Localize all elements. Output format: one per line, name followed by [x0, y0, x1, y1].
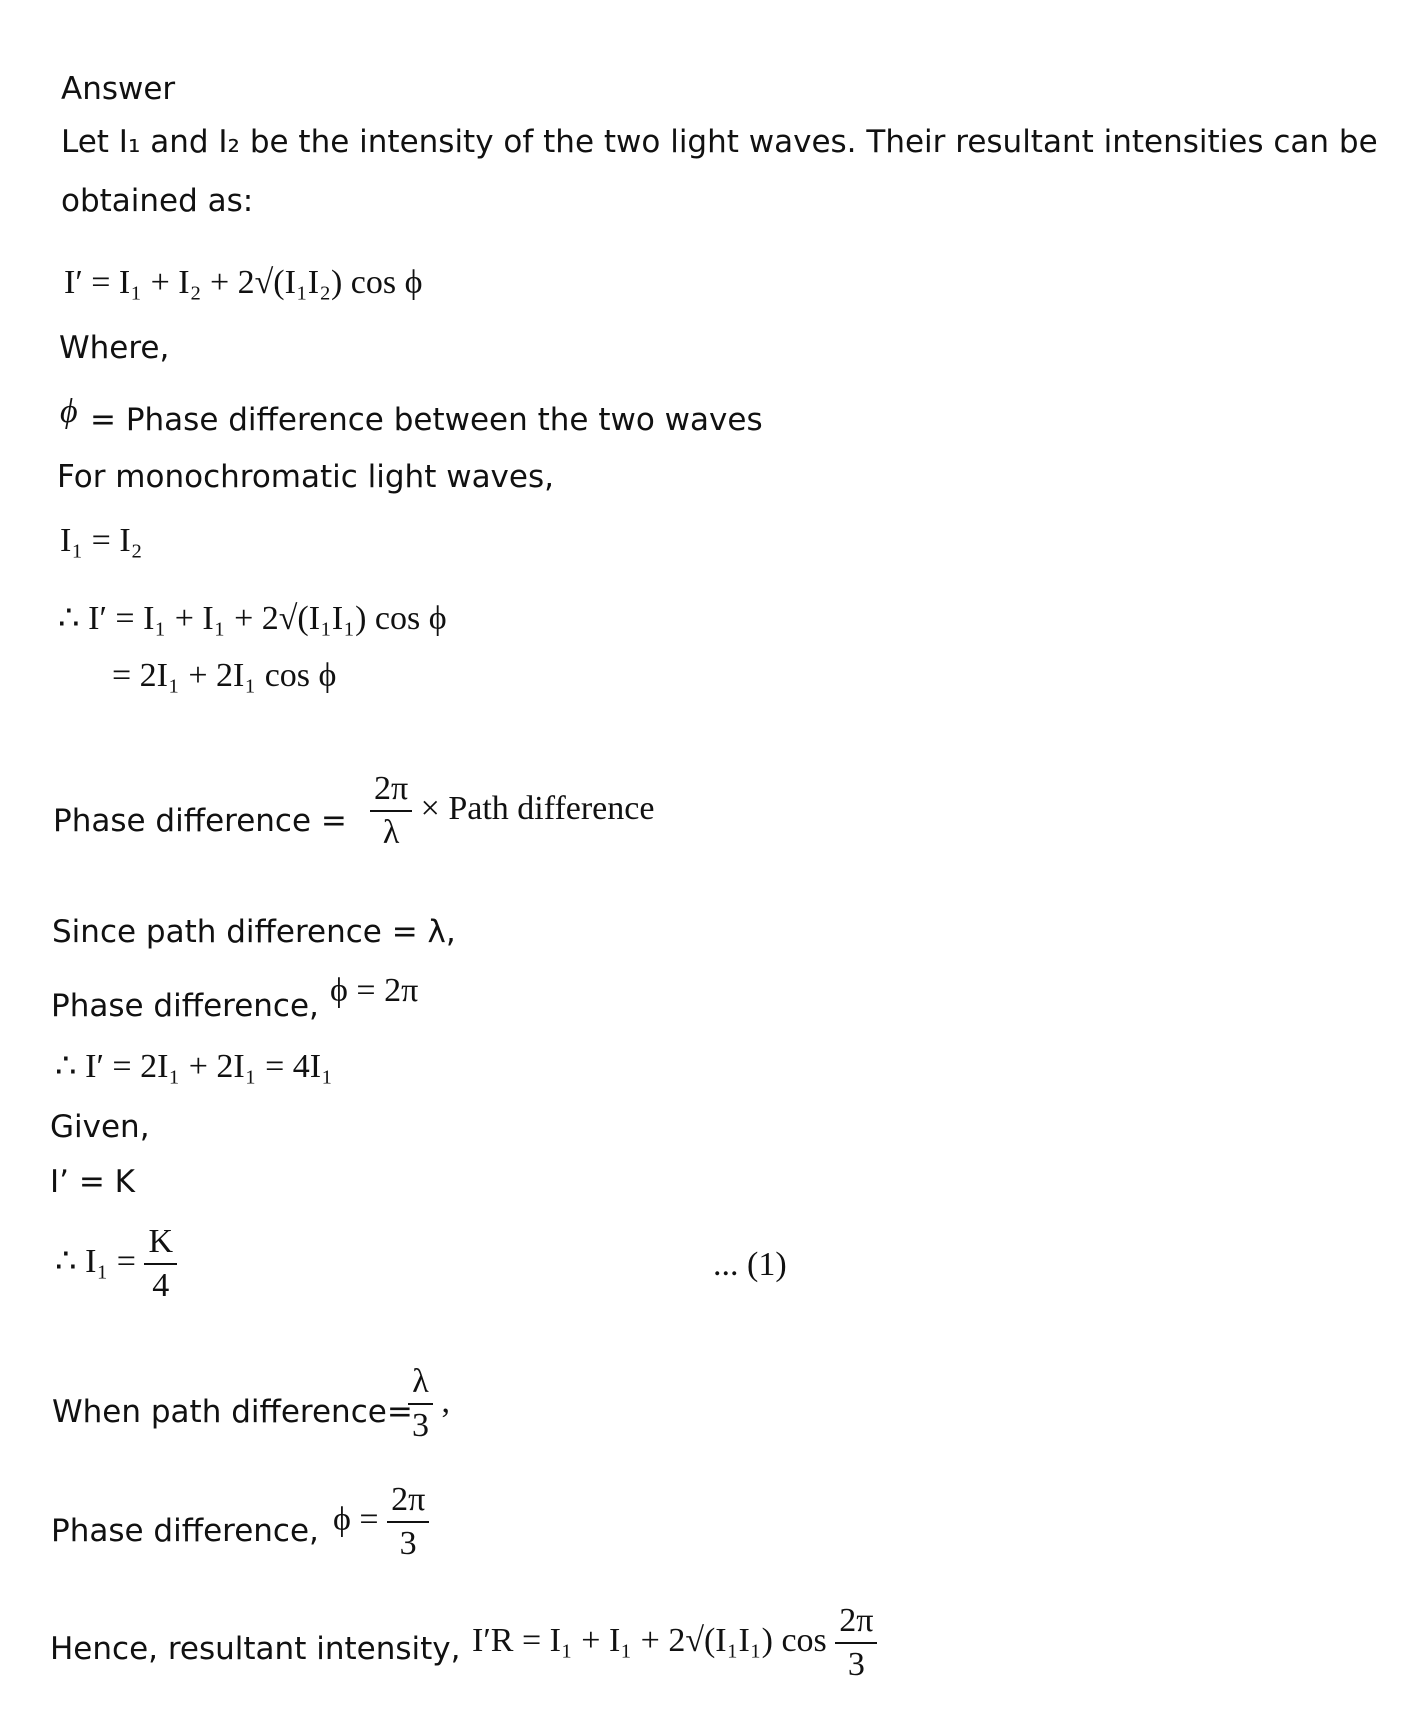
- intro-line-2: obtained as:: [61, 183, 254, 219]
- equation-substituted: ∴ I′ = I₁ + I₁ + 2√(I₁I₁) cos ϕ: [58, 600, 447, 637]
- when-path-difference-label: When path difference=: [52, 1394, 413, 1430]
- phase-fraction-denominator: λ: [382, 814, 400, 851]
- phase-value: ϕ = 2π: [330, 972, 419, 1009]
- hence-fraction-denominator: 3: [847, 1646, 865, 1683]
- when-comma: ,: [441, 1382, 450, 1420]
- intro-line-1: Let I₁ and I₂ be the intensity of the two light waves. Their resultant intensities can be: [61, 124, 1378, 160]
- hence-equation: [472, 1604, 877, 1682]
- hence-equation-text: I′R = I₁ + I₁ + 2√(I₁I₁) cos: [472, 1621, 827, 1659]
- where-label: Where,: [59, 330, 170, 366]
- when-fraction-numerator: λ: [412, 1363, 429, 1400]
- given-label: Given,: [50, 1109, 150, 1145]
- phi-symbol: ϕ: [60, 393, 78, 430]
- phi-definition: = Phase difference between the two waves: [90, 402, 763, 438]
- phase-fraction: [370, 772, 412, 850]
- equation-intensities-equal: I₁ = I₂: [60, 522, 143, 559]
- k-fraction-denominator: 4: [152, 1267, 170, 1304]
- equation-k-over-4: [55, 1225, 177, 1303]
- monochromatic-text: For monochromatic light waves,: [57, 459, 554, 495]
- phase2-fraction-numerator: 2π: [391, 1481, 426, 1518]
- when-fraction-wrap: [408, 1365, 450, 1443]
- equation-k-prefix: ∴ I₁ =: [55, 1242, 136, 1280]
- phase2-prefix: ϕ =: [333, 1500, 379, 1538]
- k-fraction: [144, 1225, 177, 1303]
- when-fraction: [408, 1365, 433, 1443]
- since-path-difference: Since path difference = λ,: [52, 914, 456, 950]
- phase-fraction-numerator: 2π: [374, 770, 409, 807]
- phase2-fraction: [387, 1483, 429, 1561]
- given-equation: I’ = K: [50, 1164, 136, 1200]
- equation-four-i: ∴ I′ = 2I₁ + 2I₁ = 4I₁: [55, 1048, 333, 1085]
- equation-resultant-intensity: I′ = I₁ + I₂ + 2√(I₁I₂) cos ϕ: [64, 264, 423, 301]
- phase-difference-label-3: Phase difference,: [51, 1513, 319, 1549]
- phase-formula-rest: × Path difference: [420, 789, 655, 827]
- phase-two-pi-over-three: [333, 1483, 429, 1561]
- k-fraction-numerator: K: [148, 1223, 174, 1260]
- phase-difference-label-2: Phase difference,: [51, 988, 319, 1024]
- hence-label: Hence, resultant intensity,: [50, 1631, 461, 1667]
- hence-fraction-numerator: 2π: [839, 1602, 874, 1639]
- phase-difference-label: Phase difference =: [53, 803, 347, 839]
- hence-fraction: [835, 1604, 877, 1682]
- equation-tag: ... (1): [713, 1246, 787, 1283]
- phase2-fraction-denominator: 3: [399, 1525, 417, 1562]
- when-fraction-denominator: 3: [412, 1407, 429, 1444]
- answer-heading: Answer: [61, 71, 176, 107]
- equation-simplified: = 2I₁ + 2I₁ cos ϕ: [112, 657, 337, 694]
- phase-formula: [370, 772, 654, 850]
